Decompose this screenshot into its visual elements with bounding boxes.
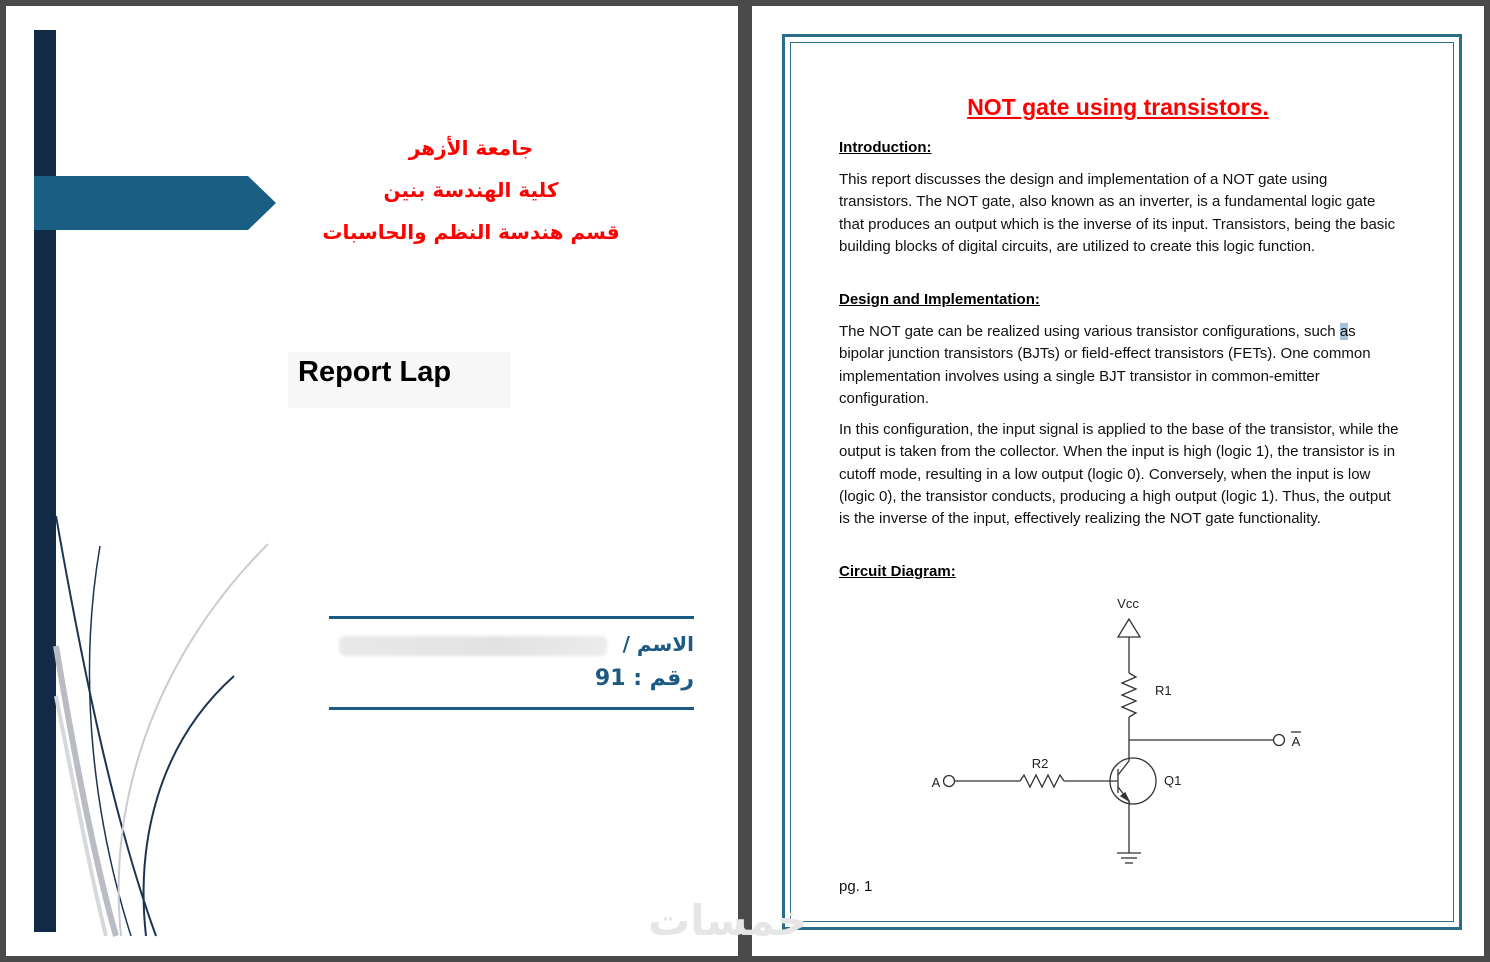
department-name: قسم هندسة النظم والحاسبات: [322, 220, 620, 244]
watermark-logo: خمسات: [648, 896, 808, 945]
not-gate-circuit-diagram: [912, 591, 1332, 881]
design-p1-start: The NOT gate can be realized using various transistor configurations, such: [839, 323, 1340, 340]
introduction-heading: Introduction:: [839, 139, 932, 156]
output-label: A: [1291, 734, 1301, 749]
output-terminal: [1274, 735, 1285, 746]
design-paragraph-1: [839, 321, 1399, 410]
student-name-label: الاسم /: [622, 632, 694, 656]
input-terminal: [944, 776, 955, 787]
cover-page: [6, 6, 738, 956]
info-bottom-rule: [329, 707, 694, 710]
vcc-label: Vcc: [1117, 596, 1139, 611]
faculty-name: كلية الهندسة بنين: [383, 178, 559, 202]
report-heading: NOT gate using transistors.: [967, 94, 1269, 120]
student-id: رقم : 91: [594, 666, 694, 691]
input-label: A: [931, 775, 941, 790]
decorative-curves: [6, 6, 738, 956]
introduction-text: This report discusses the design and implementation of a NOT gate using transistors. The NOT gate, also known as an inverter, is a fundamental logic gate that produces an output which is the inverse of its input. Transistors, being the basic building blocks of digital circuits, are utilized to create this logic function.: [839, 171, 1396, 255]
r2-label: R2: [1031, 756, 1049, 771]
page-number: pg. 1: [839, 878, 873, 895]
design-heading: Design and Implementation:: [839, 291, 1040, 308]
redacted-name: [339, 636, 607, 656]
info-top-rule: [329, 616, 694, 619]
report-page: [752, 6, 1484, 956]
q1-label: Q1: [1164, 773, 1182, 788]
design-p1-end: s bipolar junction transistors (BJTs) or field-effect transistors (FETs). One common implementation involves using a single BJT transistor in common-emitter configuration.: [839, 323, 1371, 407]
circuit-heading: Circuit Diagram:: [839, 563, 956, 580]
text-selection[interactable]: a: [1339, 323, 1349, 340]
vcc-triangle: [1118, 619, 1140, 637]
resistor-r2: [1020, 775, 1064, 787]
r1-label: R1: [1155, 683, 1172, 698]
design-paragraph-2: In this configuration, the input signal is applied to the base of the transistor, while the output is taken from the collector. When the input is high (logic 1), the transistor is in cutoff mode, resulting in a low output (logic 0). Conversely, when the input is low (logic 0), the transistor conducts, producing a high output (logic 1). Thus, the output is the inverse of the input, effectively realizing the NOT gate functionality.: [839, 421, 1399, 528]
report-title: Report Lap: [298, 356, 452, 388]
university-name: جامعة الأزهر: [408, 136, 534, 160]
resistor-r1: [1122, 673, 1136, 717]
